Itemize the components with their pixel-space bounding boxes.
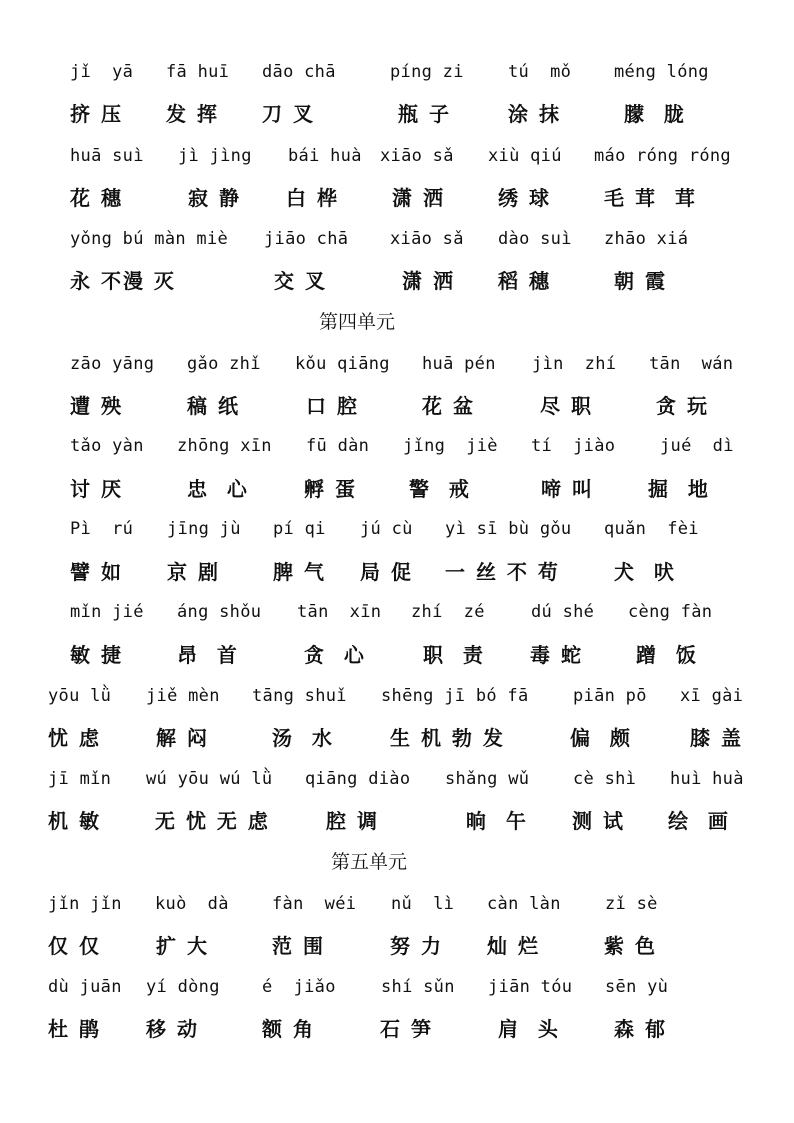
hanzi-word: 贪 玩 — [656, 394, 709, 418]
pinyin-word: shēng jī bó fā — [381, 686, 529, 706]
hanzi-word: 发 挥 — [166, 102, 219, 126]
pinyin-word: jīng jù — [167, 519, 241, 539]
hanzi-row — [0, 388, 794, 418]
hanzi-word: 京 剧 — [167, 560, 220, 584]
hanzi-word: 职 责 — [423, 643, 485, 667]
pinyin-word: cèng fàn — [628, 602, 713, 622]
pinyin-word: kǒu qiāng — [295, 354, 390, 374]
pinyin-word: jī mǐn — [48, 769, 112, 789]
pinyin-word: máo róng róng — [594, 146, 731, 166]
hanzi-word: 偏 颇 — [570, 726, 632, 750]
pinyin-word: kuò dà — [155, 894, 229, 914]
hanzi-word: 挤 压 — [70, 102, 123, 126]
hanzi-word: 交 叉 — [274, 269, 327, 293]
hanzi-word: 灿 烂 — [487, 934, 540, 958]
pinyin-word: jiāo chā — [264, 229, 349, 249]
pinyin-word: áng shǒu — [177, 602, 262, 622]
hanzi-word: 努 力 — [390, 934, 443, 958]
pinyin-word: dāo chā — [262, 62, 336, 82]
pinyin-word: huā pén — [422, 354, 496, 374]
hanzi-word: 范 围 — [272, 934, 325, 958]
pinyin-word: dú shé — [531, 602, 595, 622]
hanzi-word: 毛 茸 茸 — [604, 186, 697, 210]
pinyin-word: é jiǎo — [262, 977, 336, 997]
hanzi-word: 杜 鹃 — [48, 1017, 101, 1041]
hanzi-row — [0, 720, 794, 750]
pinyin-word: tú mǒ — [508, 62, 572, 82]
hanzi-word: 无 忧 无 虑 — [155, 809, 270, 833]
hanzi-word: 扩 大 — [156, 934, 209, 958]
pinyin-row — [0, 680, 794, 710]
hanzi-word: 譬 如 — [70, 560, 123, 584]
hanzi-word: 紫 色 — [604, 934, 657, 958]
hanzi-word: 忧 虑 — [48, 726, 101, 750]
pinyin-word: zhí zé — [411, 602, 485, 622]
hanzi-word: 犬 吠 — [614, 560, 676, 584]
pinyin-word: jìn zhí — [532, 354, 617, 374]
pinyin-word: fū dàn — [306, 436, 370, 456]
pinyin-row — [0, 430, 794, 460]
hanzi-word: 稿 纸 — [187, 394, 240, 418]
pinyin-word: huì huà — [670, 769, 744, 789]
hanzi-word: 警 戒 — [409, 477, 471, 501]
hanzi-word: 瓶 子 — [398, 102, 451, 126]
hanzi-word: 腔 调 — [326, 809, 379, 833]
pinyin-word: tān xīn — [297, 602, 382, 622]
pinyin-word: xiāo sǎ — [390, 229, 464, 249]
pinyin-row — [0, 140, 794, 170]
hanzi-word: 掘 地 — [648, 477, 710, 501]
pinyin-word: jiě mèn — [146, 686, 220, 706]
hanzi-word: 仅 仅 — [48, 934, 101, 958]
unit-heading — [0, 845, 794, 873]
pinyin-word: nǔ lì — [391, 894, 455, 914]
hanzi-row — [0, 1011, 794, 1041]
hanzi-word: 朝 霞 — [614, 269, 667, 293]
hanzi-word: 汤 水 — [272, 726, 334, 750]
pinyin-word: jǐng jiè — [403, 436, 498, 456]
pinyin-word: sēn yù — [605, 977, 669, 997]
pinyin-word: qiāng diào — [305, 769, 411, 789]
hanzi-word: 讨 厌 — [70, 477, 123, 501]
pinyin-word: mǐn jié — [70, 602, 144, 622]
pinyin-row — [0, 888, 794, 918]
hanzi-word: 遭 殃 — [70, 394, 123, 418]
pinyin-word: quǎn fèi — [604, 519, 699, 539]
hanzi-word: 忠 心 — [187, 477, 249, 501]
hanzi-row — [0, 96, 794, 126]
hanzi-word: 涂 抹 — [508, 102, 561, 126]
hanzi-word: 永 不漫 灭 — [70, 269, 176, 293]
hanzi-row — [0, 471, 794, 501]
hanzi-word: 膝 盖 — [690, 726, 743, 750]
hanzi-word: 移 动 — [146, 1017, 199, 1041]
hanzi-word: 贪 心 — [304, 643, 366, 667]
hanzi-word: 昂 首 — [177, 643, 239, 667]
hanzi-word: 绣 球 — [498, 186, 551, 210]
pinyin-word: xī gài — [680, 686, 744, 706]
pinyin-row — [0, 763, 794, 793]
pinyin-word: huā suì — [70, 146, 144, 166]
hanzi-word: 一 丝 不 苟 — [445, 560, 560, 584]
pinyin-word: yí dòng — [146, 977, 220, 997]
unit-heading-text: 第五单元 — [331, 851, 408, 873]
hanzi-word: 尽 职 — [540, 394, 593, 418]
pinyin-word: zǐ sè — [605, 894, 658, 914]
pinyin-word: píng zi — [390, 62, 464, 82]
hanzi-row — [0, 803, 794, 833]
pinyin-word: xiāo sǎ — [380, 146, 454, 166]
pinyin-word: bái huà — [288, 146, 362, 166]
pinyin-word: shǎng wǔ — [445, 769, 530, 789]
pinyin-word: fàn wéi — [272, 894, 357, 914]
hanzi-word: 花 盆 — [422, 394, 475, 418]
hanzi-word: 脾 气 — [273, 560, 326, 584]
pinyin-word: cè shì — [573, 769, 637, 789]
pinyin-word: dào suì — [498, 229, 572, 249]
pinyin-word: yǒng bú màn miè — [70, 229, 229, 249]
pinyin-row — [0, 348, 794, 378]
pinyin-row — [0, 971, 794, 1001]
hanzi-word: 花 穗 — [70, 186, 123, 210]
hanzi-word: 稻 穗 — [498, 269, 551, 293]
hanzi-word: 森 郁 — [614, 1017, 667, 1041]
hanzi-row — [0, 928, 794, 958]
pinyin-word: tāng shuǐ — [252, 686, 347, 706]
hanzi-word: 肩 头 — [498, 1017, 560, 1041]
pinyin-word: tí jiào — [531, 436, 616, 456]
hanzi-row — [0, 180, 794, 210]
pinyin-word: wú yōu wú lǜ — [146, 769, 273, 789]
hanzi-word: 白 桦 — [286, 186, 339, 210]
hanzi-row — [0, 554, 794, 584]
pinyin-word: xiù qiú — [488, 146, 562, 166]
pinyin-row — [0, 513, 794, 543]
pinyin-row — [0, 56, 794, 86]
pinyin-word: Pì rú — [70, 519, 134, 539]
hanzi-word: 潇 洒 — [392, 186, 445, 210]
hanzi-row — [0, 637, 794, 667]
hanzi-word: 额 角 — [262, 1017, 315, 1041]
pinyin-word: gǎo zhǐ — [187, 354, 261, 374]
pinyin-word: yì sī bù gǒu — [445, 519, 572, 539]
pinyin-word: zhāo xiá — [604, 229, 689, 249]
pinyin-word: jǐn jǐn — [48, 894, 122, 914]
pinyin-word: fā huī — [166, 62, 230, 82]
pinyin-word: zāo yāng — [70, 354, 155, 374]
hanzi-word: 啼 叫 — [541, 477, 594, 501]
pinyin-word: jú cù — [360, 519, 413, 539]
hanzi-word: 测 试 — [572, 809, 625, 833]
hanzi-word: 局 促 — [360, 560, 413, 584]
hanzi-word: 毒 蛇 — [530, 643, 583, 667]
hanzi-word: 寂 静 — [188, 186, 241, 210]
pinyin-word: jì jìng — [178, 146, 252, 166]
hanzi-word: 敏 捷 — [70, 643, 123, 667]
hanzi-word: 潇 洒 — [402, 269, 455, 293]
pinyin-word: zhōng xīn — [177, 436, 272, 456]
pinyin-word: tān wán — [649, 354, 734, 374]
pinyin-word: càn làn — [487, 894, 561, 914]
hanzi-word: 机 敏 — [48, 809, 101, 833]
pinyin-word: tǎo yàn — [70, 436, 144, 456]
pinyin-word: dù juān — [48, 977, 122, 997]
pinyin-word: jǐ yā — [70, 62, 134, 82]
hanzi-word: 刀 叉 — [262, 102, 315, 126]
hanzi-word: 孵 蛋 — [304, 477, 357, 501]
unit-heading-text: 第四单元 — [319, 311, 396, 333]
pinyin-word: yōu lǜ — [48, 686, 112, 706]
hanzi-word: 绘 画 — [668, 809, 730, 833]
hanzi-word: 解 闷 — [156, 726, 209, 750]
hanzi-word: 朦 胧 — [624, 102, 686, 126]
pinyin-word: pí qi — [273, 519, 326, 539]
hanzi-word: 石 笋 — [380, 1017, 433, 1041]
pinyin-word: méng lóng — [614, 62, 709, 82]
pinyin-word: piān pō — [573, 686, 647, 706]
hanzi-word: 生 机 勃 发 — [390, 726, 505, 750]
hanzi-word: 晌 午 — [466, 809, 528, 833]
hanzi-word: 蹭 饭 — [636, 643, 698, 667]
hanzi-row — [0, 263, 794, 293]
hanzi-word: 口 腔 — [306, 394, 359, 418]
pinyin-row — [0, 223, 794, 253]
pinyin-word: jiān tóu — [488, 977, 573, 997]
unit-heading — [0, 305, 794, 333]
pinyin-word: jué dì — [660, 436, 734, 456]
pinyin-row — [0, 596, 794, 626]
pinyin-word: shí sǔn — [381, 977, 455, 997]
